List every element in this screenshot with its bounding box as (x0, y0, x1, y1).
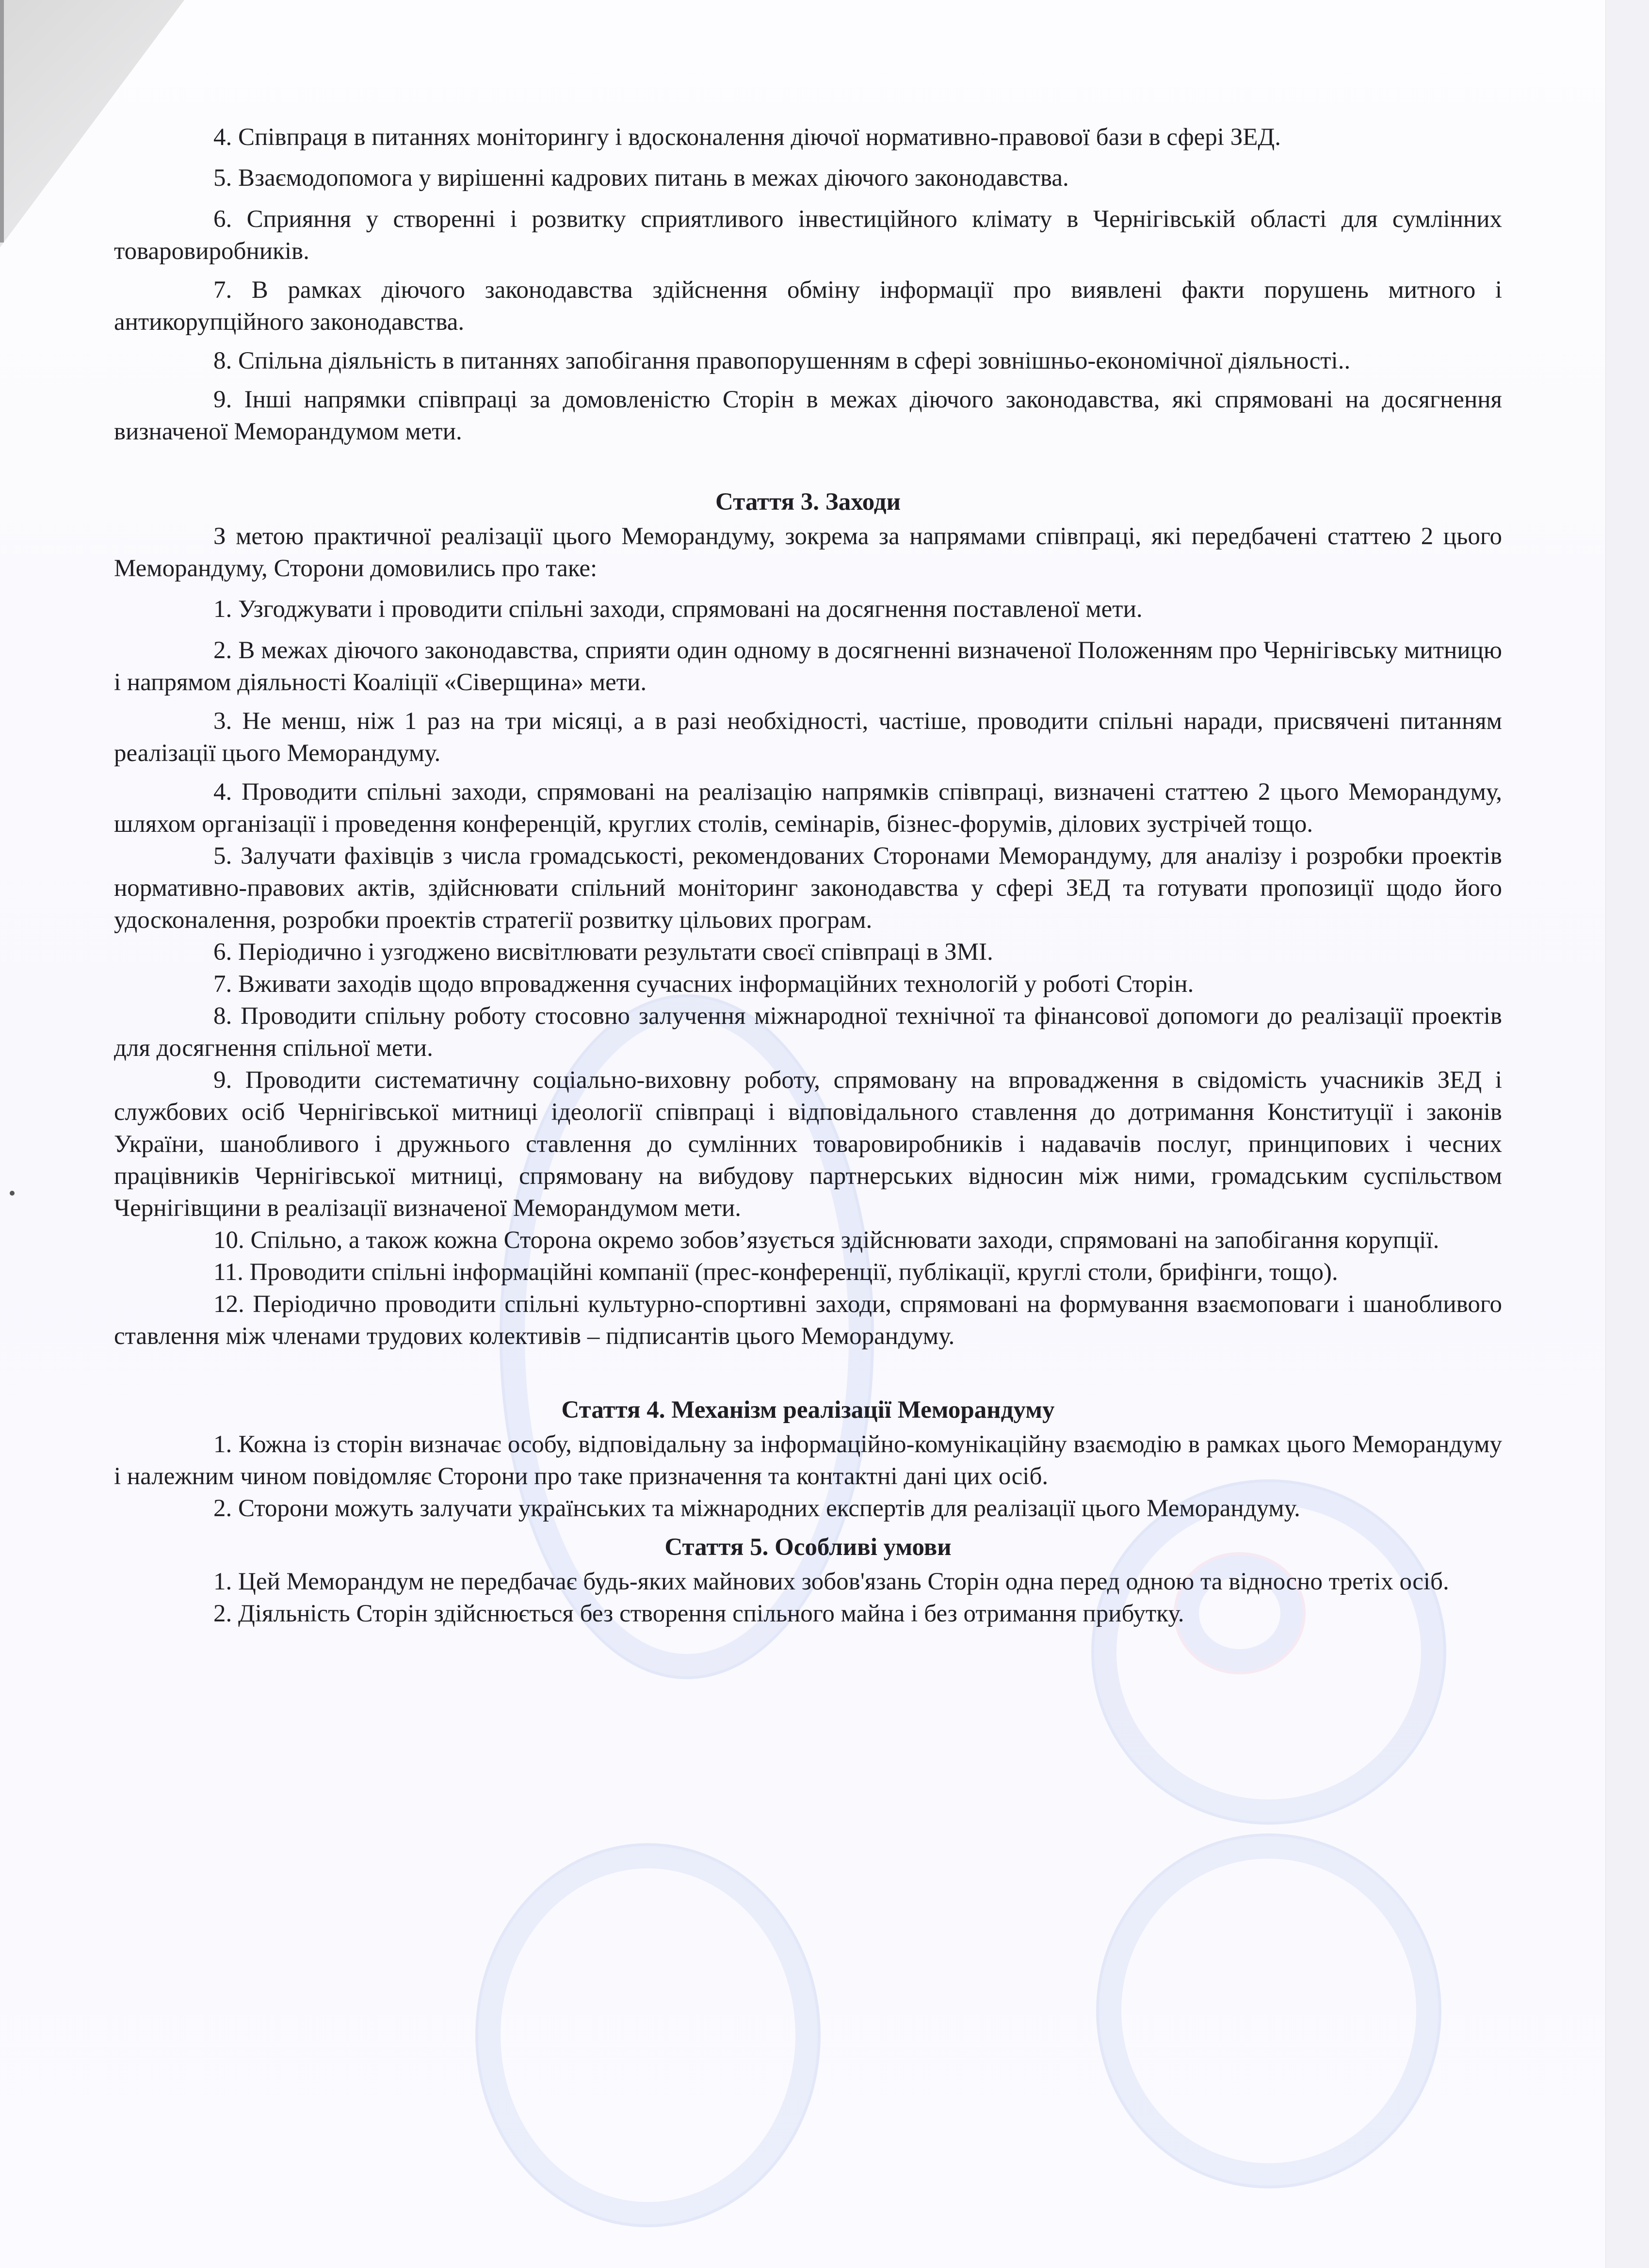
article4-item-1: 1. Кожна із сторін визначає особу, відповідальну за інформаційно-комунікаційну взаємодію в рамках цього Меморандуму і належним чином повідомляє Сторони про таке призначення та контактні дані цих осіб. (114, 1431, 1502, 1490)
article3-item-7: 7. Вживати заходів щодо впровадження сучасних інформаційних технологій у роботі Сторін. (213, 971, 1194, 998)
section2-item-8: 8. Спільна діяльність в питаннях запобігання правопорушенням в сфері зовнішньо-економічної діяльності.. (213, 347, 1351, 374)
article5-item-1: 1. Цей Меморандум не передбачає будь-яких майнових зобов'язань Сторін одна перед одною та відносно третіх осіб. (213, 1568, 1449, 1595)
article3-item-6: 6. Періодично і узгоджено висвітлювати результати своєї співпраці в ЗМІ. (213, 939, 993, 966)
article4-heading: Стаття 4. Механізм реалізації Меморандуму (561, 1396, 1055, 1424)
article3-item-10: 10. Спільно, а також кожна Сторона окремо зобов’язується здійснювати заходи, спрямовані на запобігання корупції. (213, 1227, 1439, 1254)
section2-item-9: 9. Інші напрямки співпраці за домовленістю Сторін в межах діючого законодавства, які спрямовані на досягнення визначеної Меморандумом мети. (114, 386, 1502, 445)
article3-heading: Стаття 3. Заходи (715, 488, 901, 516)
article5-heading: Стаття 5. Особливі умови (664, 1534, 952, 1561)
article3-intro: З метою практичної реалізації цього Меморандуму, зокрема за напрямами співпраці, які передбачені статтею 2 цього Меморандуму, Сторони домовились про таке: (114, 523, 1502, 582)
article3-item-9: 9. Проводити систематичну соціально-виховну роботу, спрямовану на впровадження в свідомість учасників ЗЕД і службових осіб Чернігівської митниці ідеології співпраці і відповідального ставлення до дотримання Конституції і законів України, шанобливого і дружнього ставлення до сумлінних товаровиробників і надавачів послуг, принципових і чесних працівників Чернігівської митниці, спрямовану на вибудову партнерських відносин між ними, громадським суспільством Чернігівщини в реалізації визначеної Меморандумом мети. (114, 1067, 1502, 1222)
section2-item-4: 4. Співпраця в питаннях моніторингу і вдосконалення діючої нормативно-правової бази в сфері ЗЕД. (213, 124, 1281, 151)
article5-item-2: 2. Діяльність Сторін здійснюється без створення спільного майна і без отримання прибутку. (213, 1600, 1184, 1627)
section2-item-7: 7. В рамках діючого законодавства здійснення обміну інформації про виявлені факти порушень митного і антикорупційного законодавства. (114, 276, 1502, 336)
scan-edge-strip (1605, 0, 1649, 2268)
article3-item-4: 4. Проводити спільні заходи, спрямовані на реалізацію напрямків співпраці, визначені статтею 2 цього Меморандуму, шляхом організації і проведення конференцій, круглих столів, семінарів, бізнес-форумів, ділових зустрічей тощо. (114, 778, 1502, 838)
article3-item-3: 3. Не менш, ніж 1 раз на три місяці, а в разі необхідності, частіше, проводити спільні наради, присвячені питанням реалізації цього Меморандуму. (114, 708, 1502, 767)
article3-item-5: 5. Залучати фахівців з числа громадськості, рекомендованих Сторонами Меморандуму, для аналізу і розробки проектів нормативно-правових актів, здійснювати спільний моніторинг законодавства у сфері ЗЕД та готувати пропозиції щодо його удосконалення, розробки проектів стратегії розвитку цільових програм. (114, 842, 1502, 934)
scan-speck (10, 1191, 15, 1196)
section2-item-6: 6. Сприяння у створенні і розвитку сприятливого інвестиційного клімату в Чернігівській області для сумлінних товаровиробників. (114, 206, 1502, 265)
article3-item-8: 8. Проводити спільну роботу стосовно залучення міжнародної технічної та фінансової допомоги до реалізації проектів для досягнення спільної мети. (114, 1003, 1502, 1062)
scan-border (0, 0, 4, 243)
article3-item-2: 2. В межах діючого законодавства, сприяти один одному в досягненні визначеної Положенням про Чернігівську митницю і напрямом діяльності Коаліції «Сіверщина» мети. (114, 637, 1502, 696)
section2-item-5: 5. Взаємодопомога у вирішенні кадрових питань в межах діючого законодавства. (213, 164, 1069, 192)
article3-item-12: 12. Періодично проводити спільні культурно-спортивні заходи, спрямовані на формування взаємоповаги і шанобливого ставлення між членами трудових колективів – підписантів цього Меморандуму. (114, 1291, 1502, 1350)
article4-item-2: 2. Сторони можуть залучати українських та міжнародних експертів для реалізації цього Меморандуму. (213, 1495, 1300, 1522)
document-body (114, 121, 1502, 1630)
stamp-bleed-through-lower-right (1096, 1833, 1441, 2188)
article3-item-11: 11. Проводити спільні інформаційні компанії (прес-конференції, публікації, круглі столи, брифінги, тощо). (213, 1259, 1338, 1286)
stamp-bleed-through-lower-left (475, 1843, 821, 2227)
article3-item-1: 1. Узгоджувати і проводити спільні заходи, спрямовані на досягнення поставленої мети. (213, 596, 1143, 623)
